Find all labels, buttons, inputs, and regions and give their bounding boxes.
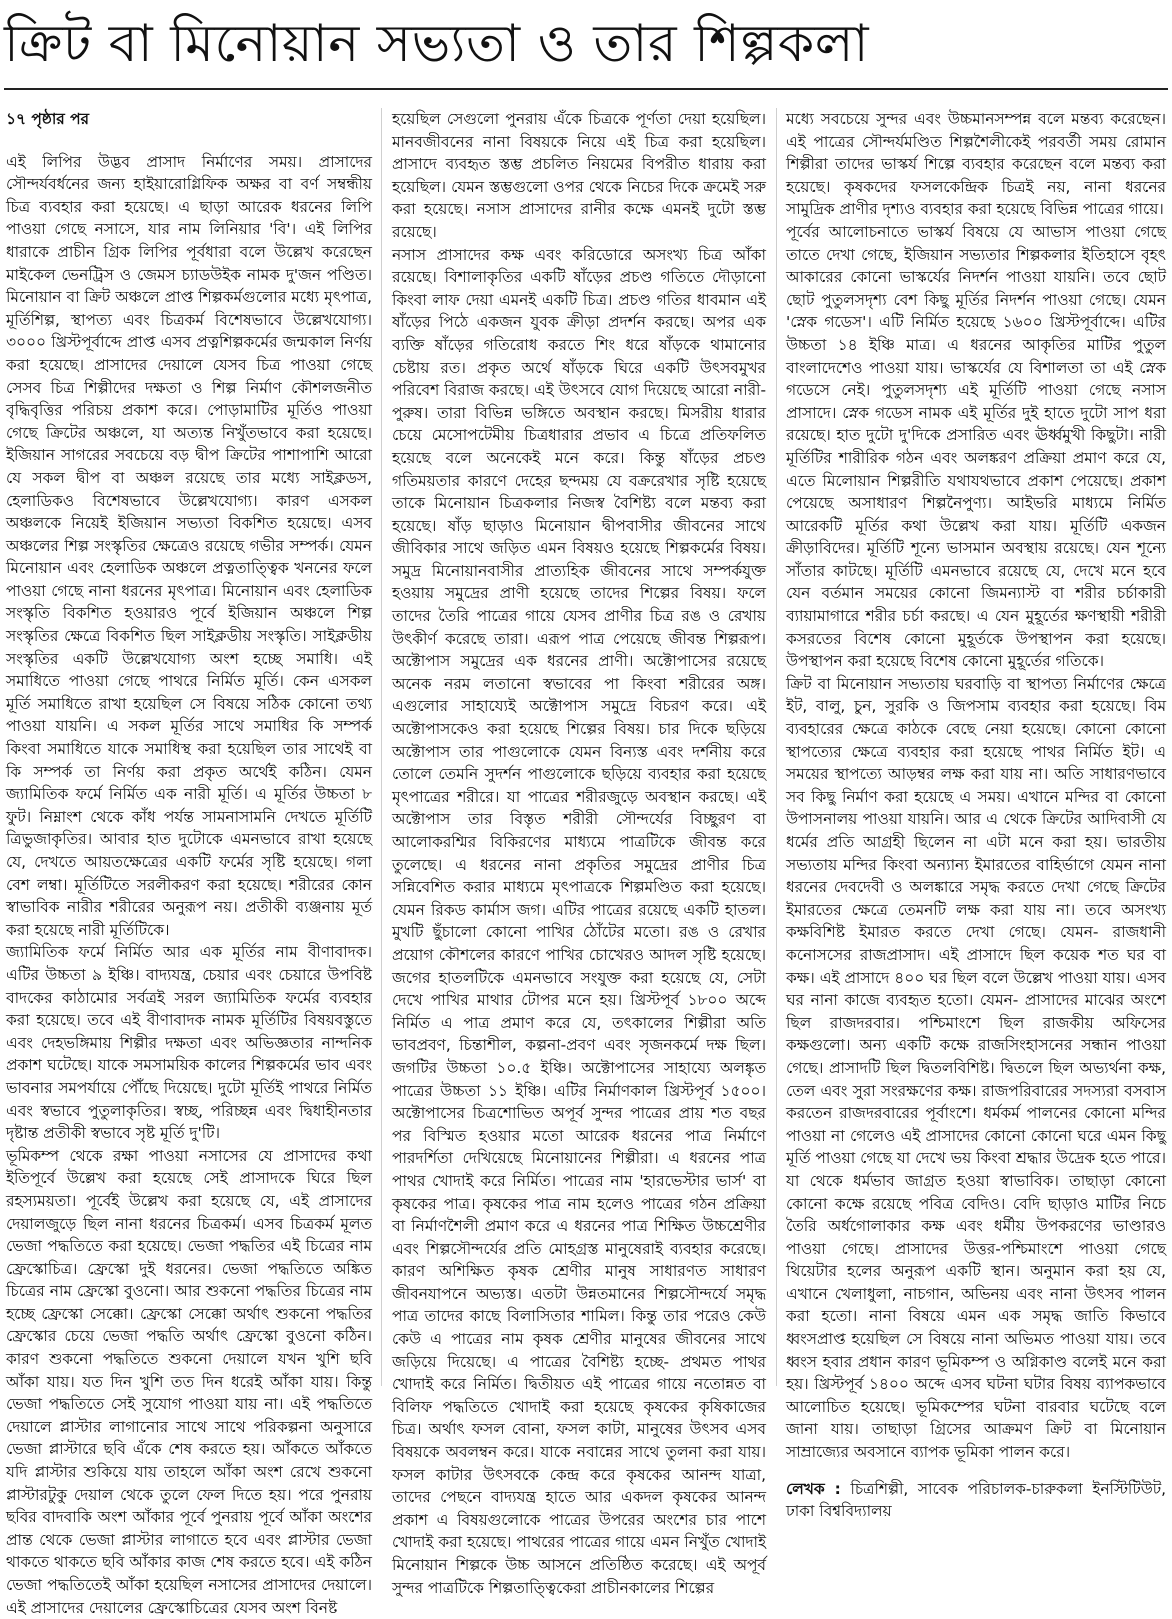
paragraph: জ্যামিতিক ফর্মে নির্মিত আর এক মূর্তির নাম বীণাবাদক। এটির উচ্চতা ৯ ইঞ্চি। বাদ্যযন্ত্র, চেয়ার এবং চেয়ারে উপবিষ্ট বাদকের কাঠামোর সর্বত্রই সরল জ্যামিতিক ফর্মের ব্যবহার করা হয়েছে। তবে এই বীণাবাদক নামক মূর্তিটির বিষয়বস্তুতে এবং দেহভঙ্গিমায় শিল্পীর দক্ষতা এবং অভিজ্ঞতার নান্দনিক প্রকাশ ঘটেছে। যাকে সমসাময়িক কালের শিল্পকর্মের ভাব এবং ভাবনার সমপর্যায়ে পৌঁছে দিয়েছে। দুটো মূর্তিই পাথরে নির্মিত এবং স্বভাবে পুতুলাকৃতির। স্বচ্ছ, পরিচ্ছন্ন এবং দ্বিধাহীনতার দৃষ্টান্ত প্রতীকী স্বভাবে সৃষ্ট মূর্তি দু'টি। bbox=[6, 943, 372, 1143]
continued-from: ১৭ পৃষ্ঠার পর bbox=[6, 110, 90, 128]
column-3 bbox=[786, 108, 1166, 1521]
column-1 bbox=[6, 108, 372, 1617]
byline-text: চিত্রশিল্পী, সাবেক পরিচালক-চারুকলা ইনস্টিটিউট, ঢাকা বিশ্ববিদ্যালয় bbox=[786, 1479, 1166, 1521]
paragraph: এই লিপির উদ্ভব প্রাসাদ নির্মাণের সময়। প্রাসাদের সৌন্দর্যবর্ধনের জন্য হাইয়ারোগ্লিফিক অক্ষর বা বর্ণ সম্বন্ধীয় চিত্র ব্যবহার করা হয়েছে। এ ছাড়া আরেক ধরনের লিপি পাওয়া গেছে নসাসে, যার নাম লিনিয়ার 'বি'। এই লিপির ধারাকে প্রাচীন গ্রিক লিপির পূর্বধারা বলে উল্লেখ করেছেন মাইকেল ভেনট্রিস ও জেমস চ্যাডউইক নামক দু'জন পণ্ডিত। মিনোয়ান বা ক্রিট অঞ্চলে প্রাপ্ত শিল্পকর্মগুলোর মধ্যে মৃৎপাত্র, মূর্তিশিল্প, স্থাপত্য এবং চিত্রকর্ম বিশেষভাবে উল্লেখযোগ্য। ৩০০০ খ্রিস্টপূর্বাব্দে প্রাপ্ত এসব প্রত্নশিল্পকর্মের জন্মকাল নির্ণয় করা হয়েছে। প্রাসাদের দেয়ালে যেসব চিত্র পাওয়া গেছে সেসব চিত্র শিল্পীদের দক্ষতা ও শিল্প নির্মাণ কৌশলজনীত বৃদ্ধিবৃত্তির পরিচয় প্রকাশ করে। পোড়ামাটির মূর্তিও পাওয়া গেছে ক্রিটের অঞ্চলে, যা অত্যন্ত নিখুঁতভাবে করা হয়েছে। ইজিয়ান সাগরের সবচেয়ে বড় দ্বীপ ক্রিটের পাশাপাশি আরো যে সকল দ্বীপ বা অঞ্চল রয়েছে তার মধ্যে সাইক্লডস, হেলাডিকও বিশেষভাবে উল্লেখযোগ্য। কারণ এসকল অঞ্চলকে নিয়েই ইজিয়ান সভ্যতা বিকশিত হয়েছে। এসব অঞ্চলের শিল্প সংস্কৃতির ক্ষেত্রেও রয়েছে গভীর সম্পর্ক। যেমন মিনোয়ান এবং হেলাডিক অঞ্চলে প্রত্নতাত্ত্বিক খননের ফলে পাওয়া গেছে নানা ধরনের মৃৎপাত্র। মিনোয়ান এবং হেলাডিক সংস্কৃতি বিকশিত হওয়ারও পূর্বে ইজিয়ান অঞ্চলে শিল্প সংস্কৃতির ক্ষেত্রে বিকশিত ছিল সাইক্লডীয় সংস্কৃতি। সাইক্লডীয় সংস্কৃতির একটি উল্লেখযোগ্য অংশ হচ্ছে সমাধি। এই সমাধিতে পাওয়া গেছে পাথরে নির্মিত মূর্তি। কেন এসকল মূর্তি সমাধিতে রাখা হয়েছিল সে বিষয়ে সঠিক কোনো তথ্য পাওয়া যায়নি। এ সকল মূর্তির সাথে সমাধির কি সম্পর্ক কিংবা সমাধিতে যাকে সমাধিস্থ করা হয়েছিল তার সাথেই বা কি সম্পর্ক তা নির্ণয় করা প্রকৃত অর্থেই কঠিন। যেমন জ্যামিতিক ফর্মে নির্মিত এক নারী মূর্তি। এ মূর্তির উচ্চতা ৮ ফুট। নিম্নাংশ থেকে কাঁধ পর্যন্ত সামনাসামনি দেখতে মূর্তিটি ত্রিভুজাকৃতির। আবার হাত দুটোকে এমনভাবে রাখা হয়েছে যে, দেখতে আয়তক্ষেত্রের একটি ফর্মের সৃষ্টি হয়েছে। গলা বেশ লম্বা। মূর্তিটিতে সরলীকরণ করা হয়েছে। শরীরের কোন স্বাভাবিক নারীর শরীরের অনুরূপ নয়। প্রতীকী ব্যঞ্জনায় মূর্ত করা হয়েছে নারী মূর্তিটিকে। bbox=[6, 152, 372, 939]
paragraph: হয়েছিল সেগুলো পুনরায় এঁকে চিত্রকে পূর্ণতা দেয়া হয়েছিল। মানবজীবনের নানা বিষয়কে নিয়ে এই চিত্র করা হয়েছিল। প্রাসাদে ব্যবহৃত স্তম্ভ প্রচলিত নিয়মের বিপরীত ধারায় করা হয়েছিল। যেমন স্তম্ভগুলো ওপর থেকে নিচের দিকে ক্রমেই সরু করা হয়েছে। নসাস প্রাসাদের রানীর কক্ষে এমনই দুটো স্তম্ভ রয়েছে। bbox=[392, 110, 766, 241]
headline: ক্রিট বা মিনোয়ান সভ্যতা ও তার শিল্পকলা bbox=[4, 14, 870, 74]
column-2 bbox=[392, 108, 766, 1597]
author-byline bbox=[786, 1478, 1166, 1523]
byline-label: লেখক : bbox=[786, 1479, 841, 1498]
paragraph: ক্রিট বা মিনোয়ান সভ্যতায় ঘরবাড়ি বা স্থাপত্য নির্মাণের ক্ষেত্রে ইট, বালু, চুন, সুরকি ও জিপসাম ব্যবহার করা হয়েছে। বিম ব্যবহারের ক্ষেত্রে কাঠকে বেছে নেয়া হয়েছে। কোনো কোনো স্থাপত্যের ক্ষেত্রে ব্যবহার করা হয়েছে পাথর নির্মিত ইট। এ সময়ের স্থাপত্যে আড়ম্বর লক্ষ করা যায় না। অতি সাধারণভাবে সব কিছু নির্মাণ করা হয়েছে এ সময়। এখানে মন্দির বা কোনো উপাসনালয় পাওয়া যায়নি। আর এ থেকে ক্রিটের আদিবাসী যে ধর্মের প্রতি আগ্রহী ছিলেন না এটা মনে করা হয়। ভারতীয় সভ্যতায় মন্দির কিংবা অন্যান্য ইমারতের বাহির্ভাগে যেমন নানা ধরনের দেবদেবী ও অলঙ্কারে সমৃদ্ধ করতে দেখা গেছে ক্রিটের ইমারতের ক্ষেত্রে তেমনটি লক্ষ করা যায় না। তবে অসংখ্য কক্ষবিশিষ্ট ইমারত করতে দেখা গেছে। যেমন- রাজধানী কনোসসের রাজপ্রাসাদ। এই প্রাসাদে ছিল কয়েক শত ঘর বা কক্ষ। এই প্রাসাদে ৪০০ ঘর ছিল বলে উল্লেখ পাওয়া যায়। এসব ঘর নানা কাজে ব্যবহৃত হতো। যেমন- প্রাসাদের মাঝের অংশে ছিল রাজদরবার। পশ্চিমাংশে ছিল রাজকীয় অফিসের কক্ষগুলো। অন্য একটি কক্ষে রাজসিংহাসনের সন্ধান পাওয়া গেছে। প্রাসাদটি ছিল দ্বিতলবিশিষ্ট। দ্বিতলে ছিল অভ্যর্থনা কক্ষ, তেল এবং সুরা সংরক্ষণের কক্ষ। রাজপরিবারের সদস্যরা বসবাস করতেন রাজদরবারের পূর্বাংশে। ধর্মকর্ম পালনের কোনো মন্দির পাওয়া না গেলেও এই প্রাসাদের কোনো কোনো ঘরে এমন কিছু মূর্তি পাওয়া গেছে যা দেখে ভয় কিংবা শ্রদ্ধার উদ্রেক হতে পারে। যা থেকে ধর্মভাব জাগ্রত হওয়া স্বাভাবিক। তাছাড়া কোনো কোনো কক্ষে রয়েছে পবিত্র বেদিও। বেদি ছাড়াও মাটির নিচে তৈরি অর্ধগোলাকার কক্ষ এবং ধর্মীয় উপকরণের ভাণ্ডারও পাওয়া গেছে। প্রাসাদের উত্তর-পশ্চিমাংশে পাওয়া গেছে থিয়েটার হলের অনুরূপ একটি স্থান। অনুমান করা হয় যে, এখানে খেলাধুলা, নাচগান, অভিনয় এবং নানা উৎসব পালন করা হতো। নানা বিষয়ে এমন এক সমৃদ্ধ জাতি কিভাবে ধ্বংসপ্রাপ্ত হয়েছিল সে বিষয়ে নানা অভিমত পাওয়া যায়। তবে ধ্বংস হবার প্রধান কারণ ভূমিকম্প ও অগ্নিকাণ্ড বলেই মনে করা হয়। খ্রিস্টপূর্ব ১৪০০ অব্দে এসব ঘটনা ঘটার বিষয় ব্যাপকভাবে আলোচিত হয়েছে। ভূমিকম্পের ঘটনা বারবার ঘটেছে বলে জানা যায়। তাছাড়া গ্রিসের আক্রমণ ক্রিট বা মিনোয়ান সাম্রাজ্যের অবসানে ব্যাপক ভূমিকা পালন করে। bbox=[786, 674, 1166, 1462]
column-divider bbox=[776, 108, 777, 1386]
paragraph: ভূমিকম্প থেকে রক্ষা পাওয়া নসাসের যে প্রাসাদের কথা ইতিপূর্বে উল্লেখ করা হয়েছে সেই প্রাসাদকে ঘিরে ছিল রহস্যময়তা। পূর্বেই উল্লেখ করা হয়েছে যে, এই প্রাসাদের দেয়ালজুড়ে ছিল নানা ধরনের চিত্রকর্ম। এসব চিত্রকর্ম মূলত ভেজা পদ্ধতিতে করা হয়েছে। ভেজা পদ্ধতির এই চিত্রের নাম ফ্রেস্কোচিত্র। ফ্রেস্কো দুই ধরনের। ভেজা পদ্ধতিতে অঙ্কিত চিত্রের নাম ফ্রেস্কো বুওনো। আর শুকনো পদ্ধতির চিত্রের নাম হচ্ছে ফ্রেস্কো সেক্কো। ফ্রেস্কো সেক্কো অর্থাৎ শুকনো পদ্ধতির ফ্রেস্কোর চেয়ে ভেজা পদ্ধতি অর্থাৎ ফ্রেস্কো বুওনো কঠিন। কারণ শুকনো পদ্ধতিতে শুকনো দেয়ালে যখন খুশি ছবি আঁকা যায়। যত দিন খুশি তত দিন ধরেই আঁকা যায়। কিন্তু ভেজা পদ্ধতিতে সেই সুযোগ পাওয়া যায় না। এই পদ্ধতিতে দেয়ালে প্লাস্টার লাগানোর সাথে সাথে পরিকল্পনা অনুসারে ভেজা প্লাস্টারে ছবি এঁকে শেষ করতে হয়। আঁকতে আঁকতে যদি প্লাস্টার শুকিয়ে যায় তাহলে আঁকা অংশ রেখে শুকনো প্লাস্টারটুকু দেয়াল থেকে তুলে ফেল দিতে হয়। পরে পুনরায় ছবির বাদবাকি অংশ আঁকার পূর্বে পুনরায় পূর্বে আঁকা অংশের প্রান্ত থেকে ভেজা প্লাস্টার লাগাতে হবে এবং প্লাস্টার ভেজা থাকতে থাকতে ছবি আঁকার কাজ শেষ করতে হবে। এই কঠিন ভেজা পদ্ধতিতেই আঁকা হয়েছিল নসাসের প্রাসাদের দেয়ালে। এই প্রাসাদের দেয়ালের ফ্রেস্কোচিত্রের যেসব অংশ বিনষ্ট bbox=[6, 1146, 372, 1617]
column-divider bbox=[381, 108, 382, 1386]
paragraph: নসাস প্রাসাদের কক্ষ এবং করিডোরে অসংখ্য চিত্র আঁকা রয়েছে। বিশালাকৃতির একটি ষাঁড়ের প্রচণ্ড গতিতে দৌড়ানো কিংবা লাফ দেয়া এমনই একটি চিত্র। প্রচণ্ড গতির ধাবমান এই ষাঁড়ের পিঠে একজন যুবক ক্রীড়া প্রদর্শন করছে। অপর এক ব্যক্তি ষাঁড়ের গতিরোধ করতে শিং ধরে ষাঁড়কে থামানোর চেষ্টায় রত। প্রকৃত অর্থে ষাঁড়কে ঘিরে একটি উৎসবমুখর পরিবেশ বিরাজ করছে। এই উৎসবে যোগ দিয়েছে আরো নারী-পুরুষ। তারা বিভিন্ন ভঙ্গিতে অবস্থান করছে। মিসরীয় ধারার চেয়ে মেসোপটেমীয় চিত্রধারার প্রভাব এ চিত্রে প্রতিফলিত হয়েছে বলে অনেকেই মনে করে। কিন্তু ষাঁড়ের প্রচণ্ড গতিময়তার কারণে দেহের ছন্দময় যে বক্ররেখার সৃষ্টি হয়েছে তাকে মিনোয়ান চিত্রকলার নিজস্ব বৈশিষ্ট্য বলে মন্তব্য করা হয়েছে। ষাঁড় ছাড়াও মিনোয়ান দ্বীপবাসীর জীবনের সাথে জীবিকার সাথে জড়িত এমন বিষয়ও হয়েছে শিল্পকর্মের বিষয়। সমুদ্র মিনোয়ানবাসীর প্রাত্যহিক জীবনের সাথে সম্পর্কযুক্ত হওয়ায় সমুদ্রের প্রাণী হয়েছে তাদের শিল্পের বিষয়। ফলে তাদের তৈরি পাত্রের গায়ে যেসব প্রাণীর চিত্র রঙ ও রেখায় উৎকীর্ণ করেছে তারা। এরূপ পাত্র পেয়েছে জীবন্ত শিল্পরূপ। অক্টোপাস সমুদ্রের এক ধরনের প্রাণী। অক্টোপাসের রয়েছে অনেক নরম লতানো স্বভাবের পা কিংবা শরীরের অঙ্গ। এগুলোর সাহায্যেই অক্টোপাস সমুদ্রে বিচরণ করে। এই অক্টোপাসকেও করা হয়েছে শিল্পের বিষয়। চার দিকে ছড়িয়ে অক্টোপাস তার পাগুলোকে যেমন বিন্যস্ত এবং দর্শনীয় করে তোলে তেমনি সুদর্শন পাগুলোকে ছড়িয়ে ব্যবহার করা হয়েছে মৃৎপাত্রের শরীরে। যা পাত্রের শরীরজুড়ে অবস্থান করছে। এই অক্টোপাস তার বিস্তৃত শরীরী সৌন্দর্যের বিচ্ছুরণ বা আলোকরশ্মির বিকিরণের মাধ্যমে পাত্রটিকে জীবন্ত করে তুলেছে। এ ধরনের নানা প্রকৃতির সমুদ্রের প্রাণীর চিত্র সন্নিবেশিত করার মাধ্যমে মৃৎপাত্রকে শিল্পমণ্ডিত করা হয়েছে। যেমন রিকড কার্মাস জগ। এটির পাত্রের রয়েছে একটি হাতল। মুখটি ছুঁচালো কোনো পাখির ঠোঁটের মতো। রঙ ও রেখার প্রয়োগ কৌশলের কারণে পাখির চোখেরও আদল সৃষ্টি হয়েছে। জগের হাতলটিকে এমনভাবে সংযুক্ত করা হয়েছে যে, সেটা দেখে পাখির মাথার টোপর মনে হয়। খ্রিস্টপূর্ব ১৮০০ অব্দে নির্মিত এ পাত্র প্রমাণ করে যে, তৎকালের শিল্পীরা অতি ভাবপ্রবণ, চিন্তাশীল, কল্পনা-প্রবণ এবং সৃজনকর্মে দক্ষ ছিল। জগটির উচ্চতা ১০.৫ ইঞ্চি। অক্টোপাসের সাহায্যে অলঙ্কৃত পাত্রের উচ্চতা ১১ ইঞ্চি। এটির নির্মাণকাল খ্রিস্টপূর্ব ১৫০০। অক্টোপাসের চিত্রশোভিত অপূর্ব সুন্দর পাত্রের প্রায় শত বছর পর বিস্মিত হওয়ার মতো আরেক ধরনের পাত্র নির্মাণে পারদর্শিতা দেখিয়েছে মিনোয়ানের শিল্পীরা। এ ধরনের পাত্র পাথর খোদাই করে নির্মিত। পাত্রের নাম 'হারভেস্টার ভার্স' বা কৃষকের পাত্র। কৃষকের পাত্র নাম হলেও পাত্রের গঠন প্রক্রিয়া বা নির্মাণশৈলী প্রমাণ করে এ ধরনের পাত্র শিক্ষিত উচ্চশ্রেণীর এবং শিল্পসৌন্দর্যের প্রতি মোহগ্রস্ত মানুষেরাই ব্যবহার করেছে। কারণ অশিক্ষিত কৃষক শ্রেণীর মানুষ সাধারণত সাধারণ জীবনযাপনে অভ্যস্ত। এতটা উন্নতমানের শিল্পসৌন্দর্যে সমৃদ্ধ পাত্র তাদের কাছে বিলাসিতার শামিল। কিন্তু তার পরেও কেউ কেউ এ পাত্রের নাম কৃষক শ্রেণীর মানুষের জীবনের সাথে জড়িয়ে দিয়েছে। এ পাত্রের বৈশিষ্ট্য হচ্ছে- প্রথমত পাথর খোদাই করে নির্মিত। দ্বিতীয়ত এই পাত্রের গায়ে নতোন্নত বা বিলিফ পদ্ধতিতে খোদাই করা হয়েছে কৃষকের কৃষিকাজের চিত্র। অর্থাৎ ফসল বোনা, ফসল কাটা, মানুষের উৎসব এসব বিষয়কে অবলম্বন করে। যাকে নবান্নের সাথে তুলনা করা যায়। ফসল কাটার উৎসবকে কেন্দ্র করে কৃষকের আনন্দ যাত্রা, তাদের পেছনে বাদ্যযন্ত্র হাতে আর একদল কৃষকের আনন্দ প্রকাশ এ বিষয়গুলোকে পাত্রের উপরের অংশের চার পাশে খোদাই করা হয়েছে। পাথরের পাত্রের গায়ে এমন নিখুঁত খোদাই মিনোয়ান শিল্পকে উচ্চ আসনে প্রতিষ্ঠিত করেছে। এই অপূর্ব সুন্দর পাত্রটিকে শিল্পতাত্ত্বিকেরা প্রাচীনকালের শিল্পের bbox=[392, 245, 766, 1597]
headline-rule bbox=[4, 88, 1168, 90]
paragraph: মধ্যে সবচেয়ে সুন্দর এবং উচ্চমানসম্পন্ন বলে মন্তব্য করেছেন। এই পাত্রের সৌন্দর্যমণ্ডিত শিল্পশৈলীকেই পরবর্তী সময় রোমান শিল্পীরা তাদের ভাস্কর্য শিল্পে ব্যবহার করেছেন বলে মন্তব্য করা হয়েছে। কৃষকদের ফসলকেন্দ্রিক চিত্রই নয়, নানা ধরনের সামুদ্রিক প্রাণীর দৃশ্যও ব্যবহার করা হয়েছে বিভিন্ন পাত্রের গায়ে। bbox=[786, 110, 1166, 219]
paragraph: পূর্বের আলোচনাতে ভাস্কর্য বিষয়ে যে আভাস পাওয়া গেছে তাতে দেখা গেছে, ইজিয়ান সভ্যতার শিল্পকলার ইতিহাসে বৃহৎ আকারের কোনো ভাস্কর্যের নিদর্শন পাওয়া যায়নি। তবে ছোট ছোট পুতুলসদৃশ্য বেশ কিছু মূর্তির নিদর্শন পাওয়া গেছে। যেমন 'স্নেক গডেস'। এটি নির্মিত হয়েছে ১৬০০ খ্রিস্টপূর্বাব্দে। এটির উচ্চতা ১৪ ইঞ্চি মাত্র। এ ধরনের আকৃতির মাটির পুতুল বাংলাদেশেও পাওয়া যায়। ভাস্কর্যের যে বিশালতা তা এই স্নেক গডেসে নেই। পুতুলসদৃশ্য এই মূর্তিটি পাওয়া গেছে নসাস প্রাসাদে। স্নেক গডেস নামক এই মূর্তির দুই হাতে দুটো সাপ ধরা রয়েছে। হাত দুটো দু'দিকে প্রসারিত এবং ঊর্ধ্বমুখী কিছুটা। নারী মূর্তিটির শারীরিক গঠন এবং অলঙ্করণ প্রক্রিয়া প্রমাণ করে যে, এতে মিলোয়ান শিল্পরীতি যথাযথভাবে প্রকাশ পেয়েছে। প্রকাশ পেয়েছে অসাধারণ শিল্পনৈপুণ্য। আইভরি মাধ্যমে নির্মিত আরেকটি মূর্তির কথা উল্লেখ করা যায়। মূর্তিটি একজন ক্রীড়াবিদের। মূর্তিটি শূন্যে ভাসমান অবস্থায় রয়েছে। যেন শূন্যে সাঁতার কাটছে। মূর্তিটি এমনভাবে রয়েছে যে, দেখে মনে হবে যেন বর্তমান সময়ের কোনো জিমন্যাস্ট বা শরীর চর্চাকারী ব্যায়ামাগারে শরীর চর্চা করছে। এ যেন মুহূর্তের ক্ষণস্থায়ী শরীরী কসরতের বিশেষ কোনো মুহূর্তকে উপস্থাপন করা হয়েছে। উপস্থাপন করা হয়েছে বিশেষ কোনো মুহূর্তের গতিকে। bbox=[786, 222, 1166, 671]
